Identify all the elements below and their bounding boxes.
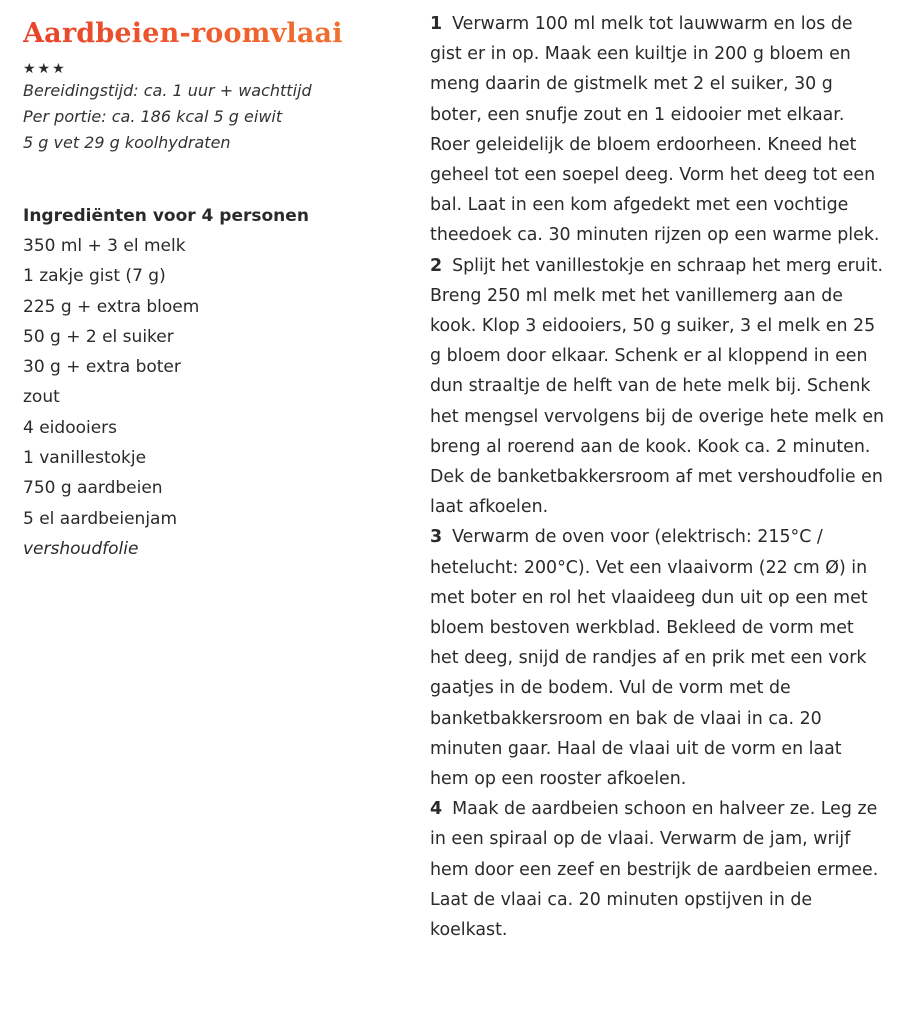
- step-text: Splijt het vanillestokje en schraap het merg eruit. Breng 250 ml melk met het vanillemerg aan de kook. Klop 3 eidooiers, 50 g suiker, 3 el melk en 25 g bloem door elkaar. Schenk er al kloppend in een dun straaltje de helft van de hete melk bij. Schenk het mengsel vervolgens bij de overige hete melk en breng al roerend aan de kook. Kook ca. 2 minuten. Dek de banketbakkersroom af met vershoudfolie en laat afkoelen.: [430, 255, 885, 518]
- step-number: 3: [430, 527, 443, 548]
- step-number: 1: [430, 14, 443, 34]
- step-1: [430, 9, 885, 251]
- step-4: [430, 794, 885, 945]
- ingredient-item: 5 el aardbeienjam: [23, 508, 178, 529]
- recipe-title: Aardbeien-roomvlaai: [23, 14, 403, 54]
- instructions-column: [430, 9, 885, 945]
- ingredient-item: 4 eidooiers: [23, 417, 118, 438]
- step-3: [430, 522, 885, 794]
- ingredient-item: 750 g aardbeien: [23, 478, 163, 499]
- step-number: 4: [430, 799, 443, 820]
- difficulty-rating: ★★★: [23, 61, 67, 77]
- ingredient-item: 30 g + extra boter: [23, 357, 181, 378]
- step-2: [430, 251, 885, 523]
- ingredients-heading: Ingrediënten voor 4 personen: [23, 206, 309, 226]
- recipe-info-column: [23, 14, 403, 564]
- ingredient-item: 225 g + extra bloem: [23, 296, 200, 317]
- ingredient-item: vershoudfolie: [23, 538, 139, 559]
- ingredient-item: 1 zakje gist (7 g): [23, 266, 166, 287]
- step-number: 2: [430, 255, 443, 276]
- step-text: Verwarm de oven voor (elektrisch: 215°C / hetelucht: 200°C). Vet een vlaaivorm (22 cm Ø) in met boter en rol het vlaaideeg dun uit op een met bloem bestoven werkblad. Bekleed de vorm met het deeg, snijd de randjes af en prik met een vork gaatjes in de bodem. Vul de vorm met de banketbakkersroom en bak de vlaai in ca. 20 minuten gaar. Haal de vlaai uit de vorm en laat hem op een rooster afkoelen.: [430, 527, 868, 790]
- prep-time: Bereidingstijd: ca. 1 uur + wachttijd: [23, 81, 312, 100]
- nutrition-line-1: Per portie: ca. 186 kcal 5 g eiwit: [23, 107, 283, 126]
- ingredient-item: zout: [23, 387, 60, 408]
- ingredients-list: [23, 231, 403, 564]
- nutrition-line-2: 5 g vet 29 g koolhydraten: [23, 133, 231, 152]
- ingredient-item: 50 g + 2 el suiker: [23, 326, 174, 347]
- step-text: Verwarm 100 ml melk tot lauwwarm en los de gist er in op. Maak een kuiltje in 200 g bloem en meng daarin de gistmelk met 2 el suiker, 30 g boter, een snufje zout en 1 eidooier met elkaar. Roer geleidelijk de bloem erdoorheen. Kneed het geheel tot een soepel deeg. Vorm het deeg tot een bal. Laat in een kom afgedekt met een vochtige theedoek ca. 30 minuten rijzen op een warme plek.: [430, 14, 880, 246]
- step-text: Maak de aardbeien schoon en halveer ze. Leg ze in een spiraal op de vlaai. Verwarm de jam, wrijf hem door een zeef en bestrijk de aardbeien ermee. Laat de vlaai ca. 20 minuten opstijven in de koelkast.: [430, 799, 879, 941]
- ingredient-item: 350 ml + 3 el melk: [23, 236, 186, 256]
- ingredient-item: 1 vanillestokje: [23, 448, 147, 469]
